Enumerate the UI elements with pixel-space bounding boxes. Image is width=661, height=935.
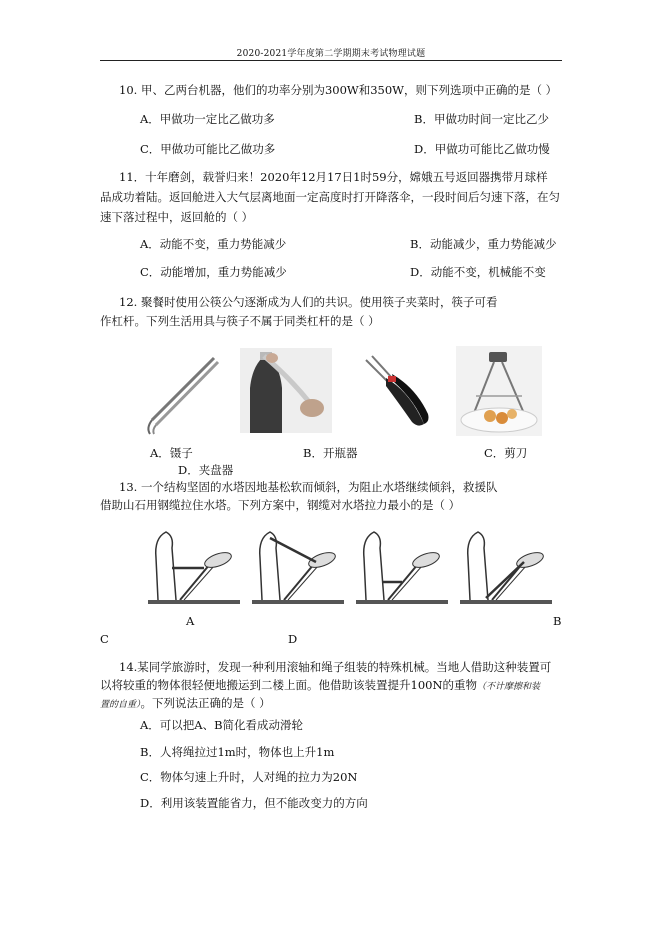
q11-option-a: A．动能不变，重力势能减少 [140, 237, 287, 251]
q14-stem-line2-text: 以将较重的物体很轻便地搬运到二楼上面。他借助该装置提升100N的重物 [100, 678, 478, 692]
q14-stem-line3-note: 置的自重） [100, 700, 141, 710]
q10-option-d: D．甲做功可能比乙做功慢 [414, 142, 550, 156]
header-rule [100, 60, 562, 61]
q14-stem-line1: 14.某同学旅游时，发现一种利用滚轴和绳子组装的特殊机械。当地人借助这种装置可 [119, 660, 552, 674]
q11-option-c: C．动能增加，重力势能减少 [140, 265, 287, 279]
water-tower-diagram-a [148, 528, 240, 606]
q12-label-a: A．镊子 [150, 446, 193, 460]
q14-option-d: D．利用该装置能省力，但不能改变力的方向 [140, 796, 368, 810]
q14-stem-line2 [100, 678, 540, 694]
page-header: 2020-2021学年度第二学期期末考试物理试题 [236, 49, 426, 59]
q11-stem-line2: 品成功着陆。返回舱进入大气层离地面一定高度时打开降落伞，一段时间后匀速下落，在匀 [100, 190, 560, 204]
q10-option-c: C．甲做功可能比乙做功多 [140, 142, 276, 156]
q14-option-b: B．人将绳拉过1m时，物体也上升1m [140, 745, 335, 759]
q11-option-d: D．动能不变，机械能不变 [410, 265, 546, 279]
q12-label-b: B．开瓶器 [303, 446, 358, 460]
q11-stem-line3: 速下落过程中，返回舱的（ ） [100, 210, 254, 224]
q10-option-a: A．甲做功一定比乙做功多 [140, 112, 275, 126]
q14-option-c: C．物体匀速上升时，人对绳的拉力为20N [140, 770, 358, 784]
q12-label-d: D．夹盘器 [178, 463, 234, 477]
q14-option-a: A．可以把A、B简化看成动滑轮 [140, 718, 304, 732]
q12-label-c: C．剪刀 [484, 446, 528, 460]
q14-stem-note: （不计摩擦和装 [477, 682, 541, 692]
water-tower-diagram-c [356, 528, 448, 606]
q10-option-b: B．甲做功时间一定比乙少 [414, 112, 549, 126]
q14-stem-line3-text: 。下列说法正确的是（ ） [140, 696, 271, 710]
scissors-image [358, 352, 433, 432]
q13-stem-line2: 借助山石用钢缆拉住水塔。下列方案中，钢缆对水塔拉力最小的是（ ） [100, 498, 461, 512]
tweezers-image [142, 350, 222, 435]
q10-stem: 10. 甲、乙两台机器，他们的功率分别为300W和350W，则下列选项中正确的是（ ） [119, 83, 558, 97]
q14-stem-line3 [100, 696, 271, 712]
plate-clamp-image [456, 346, 542, 436]
q12-stem-line2: 作杠杆。下列生活用具与筷子不属于同类杠杆的是（ ） [100, 314, 380, 328]
q13-label-a: A [186, 614, 195, 628]
water-tower-diagram-b [252, 528, 344, 606]
q11-stem-line1: 11．十年磨剑，载誉归来！2020年12月17日1时59分，嫦娥五号返回器携带月球样 [119, 170, 548, 184]
q13-stem-line1: 13. 一个结构坚固的水塔因地基松软而倾斜，为阻止水塔继续倾斜，救援队 [119, 480, 498, 494]
q13-label-c: C [100, 632, 109, 646]
q13-label-d: D [288, 632, 298, 646]
water-tower-diagram-d [460, 528, 552, 606]
q13-label-b: B [553, 614, 562, 628]
q12-stem-line1: 12. 聚餐时使用公筷公勺逐渐成为人们的共识。使用筷子夹菜时，筷子可看 [119, 295, 498, 309]
q11-option-b: B．动能减少，重力势能减少 [410, 237, 557, 251]
bottle-opener-image [240, 348, 332, 433]
